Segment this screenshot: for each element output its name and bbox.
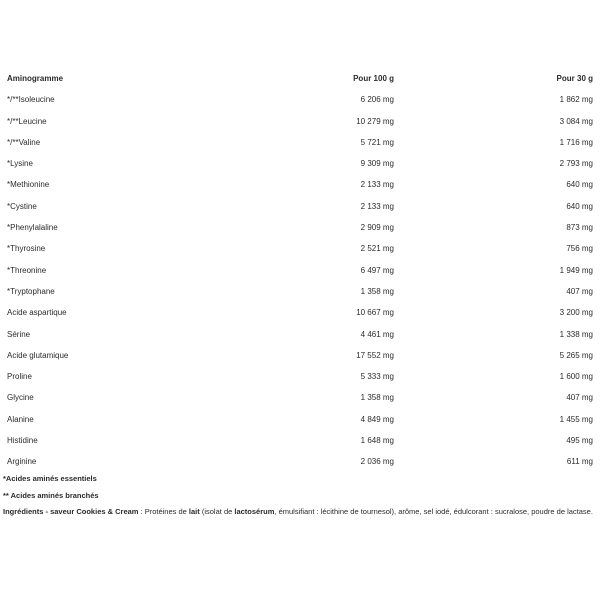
value-per-30g: 407 mg bbox=[566, 393, 593, 403]
amino-acid-name: *Cystine bbox=[7, 201, 37, 211]
value-per-100g: 1 648 mg bbox=[360, 436, 394, 446]
value-per-30g: 1 338 mg bbox=[559, 329, 593, 339]
value-per-30g: 3 084 mg bbox=[559, 116, 593, 126]
amino-acid-name: */**Valine bbox=[7, 137, 41, 147]
table-row bbox=[0, 196, 600, 217]
value-per-30g: 640 mg bbox=[566, 180, 593, 190]
table-header-row bbox=[0, 68, 600, 89]
value-per-30g: 1 949 mg bbox=[559, 265, 593, 275]
amino-acid-name: *Lysine bbox=[7, 159, 33, 169]
value-per-100g: 5 333 mg bbox=[360, 372, 394, 382]
amino-acid-name: Acide aspartique bbox=[7, 308, 67, 318]
table-row bbox=[0, 217, 600, 238]
header-per-100g: Pour 100 g bbox=[353, 74, 394, 83]
value-per-30g: 1 862 mg bbox=[559, 95, 593, 105]
table-row bbox=[0, 89, 600, 110]
value-per-30g: 756 mg bbox=[566, 244, 593, 254]
value-per-100g: 2 133 mg bbox=[360, 201, 394, 211]
table-row bbox=[0, 153, 600, 174]
footnotes bbox=[3, 473, 593, 517]
value-per-100g: 10 667 mg bbox=[356, 308, 394, 318]
footnote-essential: *Acides aminés essentiels bbox=[3, 474, 97, 483]
ingredients-label: Ingrédients - saveur Cookies & Cream bbox=[3, 507, 139, 516]
amino-acid-name: *Thyrosine bbox=[7, 244, 46, 254]
table-row bbox=[0, 451, 600, 472]
value-per-100g: 4 461 mg bbox=[360, 329, 394, 339]
value-per-30g: 873 mg bbox=[566, 223, 593, 233]
table-row bbox=[0, 366, 600, 387]
value-per-30g: 495 mg bbox=[566, 436, 593, 446]
amino-acid-name: Sérine bbox=[7, 329, 31, 339]
header-per-30g: Pour 30 g bbox=[556, 74, 593, 83]
table-row bbox=[0, 174, 600, 195]
value-per-30g: 3 200 mg bbox=[559, 308, 593, 318]
value-per-30g: 611 mg bbox=[566, 457, 593, 467]
amino-acid-name: Glycine bbox=[7, 393, 34, 403]
footnote-branched: ** Acides aminés branchés bbox=[3, 491, 99, 500]
value-per-30g: 640 mg bbox=[566, 201, 593, 211]
value-per-100g: 1 358 mg bbox=[360, 393, 394, 403]
amino-acid-name: *Tryptophane bbox=[7, 286, 55, 296]
value-per-100g: 10 279 mg bbox=[356, 116, 394, 126]
value-per-100g: 2 133 mg bbox=[360, 180, 394, 190]
table-row bbox=[0, 111, 600, 132]
amino-acid-name: Acide glutamique bbox=[7, 350, 69, 360]
value-per-30g: 1 716 mg bbox=[559, 137, 593, 147]
table-row bbox=[0, 345, 600, 366]
aminogram-table bbox=[0, 68, 600, 473]
amino-acid-name: Proline bbox=[7, 372, 32, 382]
amino-acid-name: *Methionine bbox=[7, 180, 50, 190]
value-per-100g: 9 309 mg bbox=[360, 159, 394, 169]
table-row bbox=[0, 281, 600, 302]
value-per-30g: 5 265 mg bbox=[559, 350, 593, 360]
value-per-100g: 4 849 mg bbox=[360, 414, 394, 424]
value-per-100g: 2 036 mg bbox=[360, 457, 394, 467]
value-per-30g: 1 600 mg bbox=[559, 372, 593, 382]
table-row bbox=[0, 430, 600, 451]
amino-acid-name: */**Isoleucine bbox=[7, 95, 55, 105]
table-row bbox=[0, 324, 600, 345]
value-per-100g: 2 521 mg bbox=[360, 244, 394, 254]
value-per-100g: 2 909 mg bbox=[360, 223, 394, 233]
amino-acid-name: Histidine bbox=[7, 436, 38, 446]
table-row bbox=[0, 260, 600, 281]
table-row bbox=[0, 302, 600, 323]
ingredients-text: Ingrédients - saveur Cookies & Cream : Protéines de lait (isolat de lactosérum, émulsifiant : lécithine de tournesol), arôme, sel iodé, édulcorant : sucralose, poudre de lactase. bbox=[3, 507, 593, 516]
header-aminogramme: Aminogramme bbox=[7, 74, 64, 83]
amino-acid-name: Alanine bbox=[7, 414, 34, 424]
value-per-100g: 1 358 mg bbox=[360, 286, 394, 296]
table-row bbox=[0, 387, 600, 408]
table-row bbox=[0, 132, 600, 153]
table-body bbox=[0, 89, 600, 472]
amino-acid-name: Arginine bbox=[7, 457, 37, 467]
value-per-30g: 1 455 mg bbox=[559, 414, 593, 424]
amino-acid-name: *Threonine bbox=[7, 265, 47, 275]
value-per-30g: 407 mg bbox=[566, 286, 593, 296]
table-row bbox=[0, 238, 600, 259]
value-per-100g: 6 497 mg bbox=[360, 265, 394, 275]
value-per-100g: 17 552 mg bbox=[356, 350, 394, 360]
value-per-100g: 6 206 mg bbox=[360, 95, 394, 105]
value-per-30g: 2 793 mg bbox=[559, 159, 593, 169]
table-row bbox=[0, 409, 600, 430]
amino-acid-name: *Phenylalaline bbox=[7, 223, 58, 233]
amino-acid-name: */**Leucine bbox=[7, 116, 47, 126]
value-per-100g: 5 721 mg bbox=[360, 137, 394, 147]
